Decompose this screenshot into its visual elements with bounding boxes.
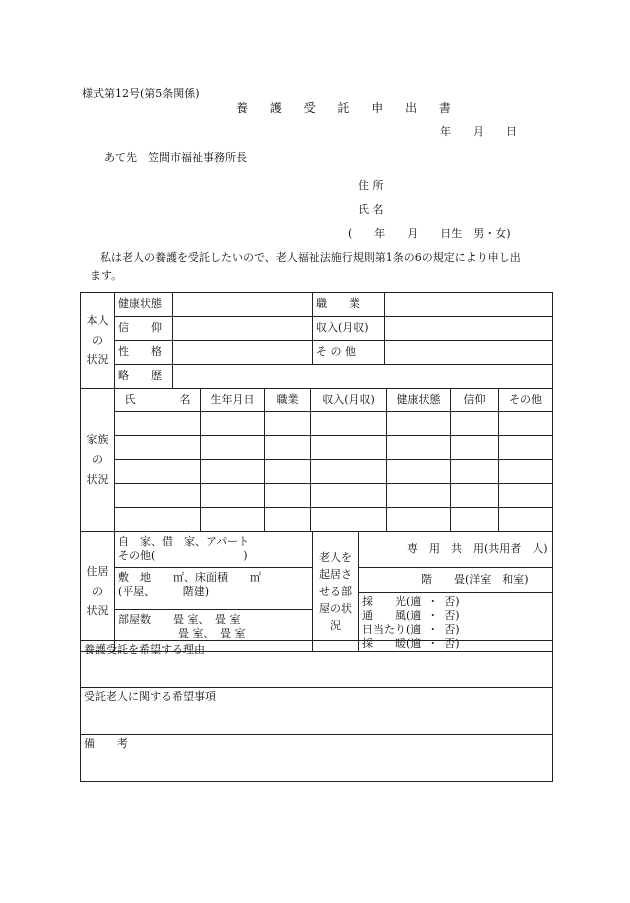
remarks-label: 備 考 (84, 737, 128, 750)
family-cell[interactable] (499, 508, 553, 532)
family-cell[interactable] (387, 484, 451, 508)
family-cell[interactable] (451, 412, 499, 436)
room-exclusive: 専 用 共 用(共用者 人) (407, 542, 548, 556)
label-income: 収入(月収) (313, 317, 385, 341)
family-cell[interactable] (115, 460, 201, 484)
housing-type-line1: 自 家、借 家、アパート (118, 535, 250, 548)
section-housing-header: 住居 の 状況 (81, 532, 115, 652)
section-self-table (80, 292, 553, 389)
family-cell[interactable] (499, 436, 553, 460)
family-cell[interactable] (115, 412, 201, 436)
family-cell[interactable] (311, 436, 387, 460)
family-cell[interactable] (115, 484, 201, 508)
family-cell[interactable] (451, 460, 499, 484)
sun-row[interactable]: 日当たり(適 ・ 否) (362, 623, 460, 636)
family-cell[interactable] (451, 484, 499, 508)
field-income[interactable] (385, 317, 553, 341)
request-field[interactable] (81, 688, 553, 735)
body-text-line2: ます。 (90, 269, 123, 282)
remarks-field[interactable] (81, 735, 553, 782)
family-cell[interactable] (451, 436, 499, 460)
family-cell[interactable] (311, 508, 387, 532)
family-cell[interactable] (265, 508, 311, 532)
col-name: 氏 名 (115, 389, 201, 412)
room-conditions-cell[interactable] (359, 568, 553, 652)
housing-type-line2: その他( ) (118, 549, 248, 562)
name-label: 氏 名 (358, 203, 384, 216)
room-size: 階 畳(洋室 和室) (359, 568, 552, 593)
family-cell[interactable] (499, 460, 553, 484)
room-status-header: 老人を 起居さ せる部 屋の状 況 (313, 532, 359, 652)
family-cell[interactable] (265, 436, 311, 460)
family-cell[interactable] (451, 508, 499, 532)
birth-line: ( 年 月 日生 男・女) (348, 227, 511, 240)
housing-area-line: 敷 地 ㎡、床面積 ㎡ (118, 571, 261, 584)
light-row[interactable]: 採 光(適 ・ 否) (362, 595, 460, 608)
family-cell[interactable] (201, 484, 265, 508)
reason-field[interactable] (81, 641, 553, 688)
housing-rooms-line2: 畳 室、 畳 室 (178, 627, 246, 640)
family-cell[interactable] (201, 412, 265, 436)
section-housing-table (80, 531, 553, 652)
date-line: 年 月 日 (440, 125, 517, 138)
family-cell[interactable] (115, 508, 201, 532)
label-occupation: 職 業 (313, 293, 385, 317)
col-health: 健康状態 (387, 389, 451, 412)
field-health[interactable] (173, 293, 313, 317)
family-cell[interactable] (311, 460, 387, 484)
label-health: 健康状態 (115, 293, 173, 317)
label-history: 略 歴 (115, 365, 173, 389)
label-other: そ の 他 (313, 341, 385, 365)
freetext-table (80, 640, 553, 782)
family-cell[interactable] (115, 436, 201, 460)
field-history[interactable] (173, 365, 553, 389)
section-family-header: 家族 の 状況 (81, 389, 115, 532)
field-personality[interactable] (173, 341, 313, 365)
family-cell[interactable] (387, 436, 451, 460)
section-family-table (80, 388, 553, 532)
family-cell[interactable] (499, 412, 553, 436)
family-cell[interactable] (311, 412, 387, 436)
addressee: あて先 笠間市福祉事務所長 (104, 151, 247, 164)
family-cell[interactable] (201, 436, 265, 460)
heat-row[interactable]: 採 暖(適 ・ 否) (362, 637, 460, 650)
room-exclusive-cell[interactable] (359, 532, 553, 568)
label-personality: 性 格 (115, 341, 173, 365)
field-other[interactable] (385, 341, 553, 365)
housing-floors-line: (平屋、 階建) (118, 585, 210, 598)
family-cell[interactable] (265, 460, 311, 484)
request-label: 受託老人に関する希望事項 (84, 690, 216, 703)
address-label: 住 所 (358, 179, 384, 192)
wind-row[interactable]: 通 風(適 ・ 否) (362, 609, 460, 622)
housing-area-cell[interactable] (115, 568, 313, 610)
form-number: 様式第12号(第5条関係) (82, 87, 200, 100)
family-cell[interactable] (201, 460, 265, 484)
col-religion: 信仰 (451, 389, 499, 412)
body-text-line1: 私は老人の養護を受託したいので、老人福祉法施行規則第1条の6の規定により申し出 (100, 251, 521, 264)
family-cell[interactable] (201, 508, 265, 532)
family-cell[interactable] (311, 484, 387, 508)
col-other: その他 (499, 389, 553, 412)
form-title: 養 護 受 託 申 出 書 (236, 101, 460, 115)
field-occupation[interactable] (385, 293, 553, 317)
col-income: 収入(月収) (311, 389, 387, 412)
col-birthdate: 生年月日 (201, 389, 265, 412)
family-cell[interactable] (387, 412, 451, 436)
reason-label: 養護受託を希望する理由 (84, 643, 205, 656)
family-cell[interactable] (265, 484, 311, 508)
family-cell[interactable] (387, 460, 451, 484)
label-religion: 信 仰 (115, 317, 173, 341)
section-self-header: 本人 の 状況 (81, 293, 115, 389)
col-occupation: 職業 (265, 389, 311, 412)
housing-rooms-line1: 部屋数 畳 室、 畳 室 (118, 613, 241, 626)
field-religion[interactable] (173, 317, 313, 341)
family-cell[interactable] (265, 412, 311, 436)
family-cell[interactable] (499, 484, 553, 508)
family-cell[interactable] (387, 508, 451, 532)
housing-type-cell[interactable] (115, 532, 313, 568)
